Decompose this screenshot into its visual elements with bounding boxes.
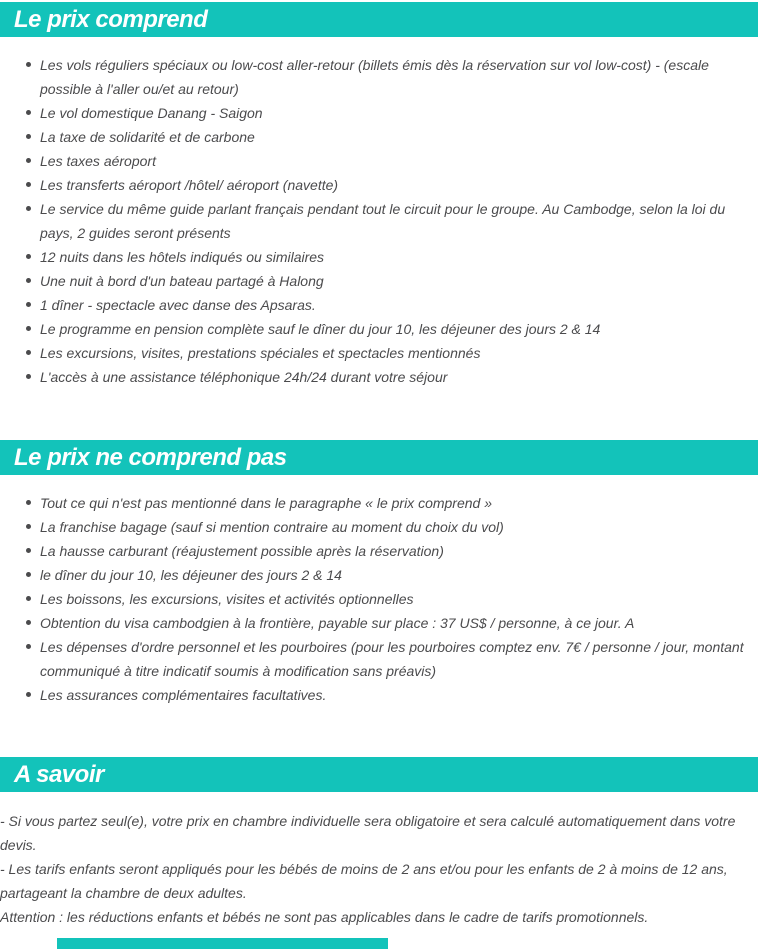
section-header (0, 757, 758, 792)
list-item: Les transferts aéroport /hôtel/ aéroport (navette) (40, 173, 754, 197)
list-item: Le vol domestique Danang - Saigon (40, 101, 754, 125)
list-item: le dîner du jour 10, les déjeuner des jours 2 & 14 (40, 563, 754, 587)
list-item: Obtention du visa cambodgien à la frontière, payable sur place : 37 US$ / personne, à ce jour. A (40, 611, 754, 635)
next-section-header-partial (57, 938, 388, 949)
list-item: 1 dîner - spectacle avec danse des Apsaras. (40, 293, 754, 317)
list-item: Une nuit à bord d'un bateau partagé à Halong (40, 269, 754, 293)
paragraph: Attention : les réductions enfants et bébés ne sont pas applicables dans le cadre de tarifs promotionnels. (0, 909, 649, 925)
list-item: Tout ce qui n'est pas mentionné dans le paragraphe « le prix comprend » (40, 491, 754, 515)
paragraph: - Les tarifs enfants seront appliqués pour les bébés de moins de 2 ans et/ou pour les enfants de 2 à moins de 12 ans, partageant la chambre de deux adultes. (0, 861, 728, 901)
good-to-know-paragraphs (0, 809, 758, 929)
list-item: Les taxes aéroport (40, 149, 754, 173)
list-item: La hausse carburant (réajustement possible après la réservation) (40, 539, 754, 563)
section-title: Le prix ne comprend pas (14, 443, 287, 471)
list-item: Le programme en pension complète sauf le dîner du jour 10, les déjeuner des jours 2 & 14 (40, 317, 754, 341)
price-excludes-list (0, 491, 758, 707)
list-item: Les excursions, visites, prestations spéciales et spectacles mentionnés (40, 341, 754, 365)
list-item: Les vols réguliers spéciaux ou low-cost aller-retour (billets émis dès la réservation sur vol low-cost) - (escale possible à l'aller ou/et au retour) (40, 53, 754, 101)
section-title: A savoir (14, 760, 104, 788)
list-item: La taxe de solidarité et de carbone (40, 125, 754, 149)
list-item: 12 nuits dans les hôtels indiqués ou similaires (40, 245, 754, 269)
list-item: Le service du même guide parlant français pendant tout le circuit pour le groupe. Au Cambodge, selon la loi du pays, 2 guides seront présents (40, 197, 754, 245)
list-item: L'accès à une assistance téléphonique 24h/24 durant votre séjour (40, 365, 754, 389)
price-includes-list (0, 53, 758, 389)
section-price-excludes (0, 440, 758, 707)
section-header (0, 440, 758, 475)
paragraph: - Si vous partez seul(e), votre prix en chambre individuelle sera obligatoire et sera calculé automatiquement dans votre devis. (0, 813, 736, 853)
section-good-to-know (0, 757, 758, 929)
list-item: Les assurances complémentaires facultatives. (40, 683, 754, 707)
list-item: Les boissons, les excursions, visites et activités optionnelles (40, 587, 754, 611)
list-item: La franchise bagage (sauf si mention contraire au moment du choix du vol) (40, 515, 754, 539)
section-header (0, 2, 758, 37)
section-price-includes (0, 2, 758, 389)
section-title: Le prix comprend (14, 5, 208, 33)
list-item: Les dépenses d'ordre personnel et les pourboires (pour les pourboires comptez env. 7€ / personne / jour, montant communiqué à titre indicatif soumis à modification sans préavis) (40, 635, 754, 683)
